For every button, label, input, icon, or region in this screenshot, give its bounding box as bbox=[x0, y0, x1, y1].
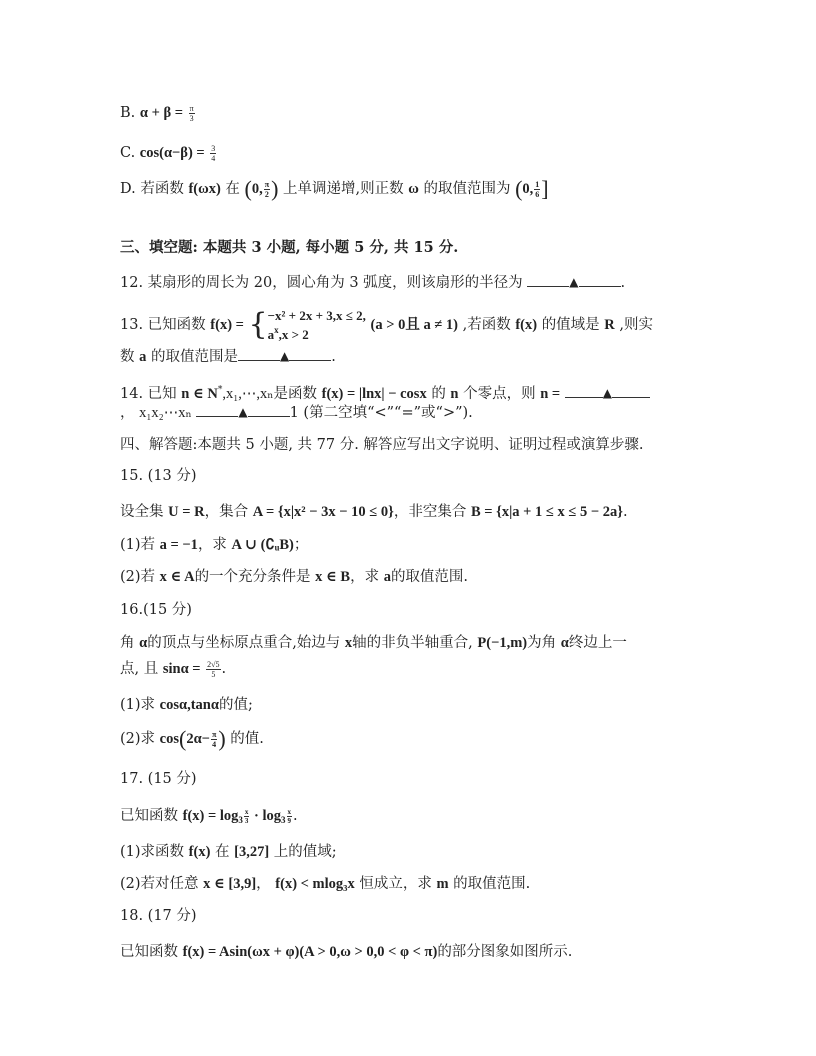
question-15-stem: 设全集 U = R，集合 A = {x|x² − 3x − 10 ≤ 0}，非空集合 B = {x|a + 1 ≤ x ≤ 5 − 2a}. bbox=[120, 504, 628, 520]
section-3-title: 三、填空题: 本题共 3 小题, 每小题 5 分, 共 15 分. bbox=[120, 239, 459, 256]
range: (0, $\frac{1}{6}$ ] bbox=[515, 176, 549, 201]
piecewise-function: { −x² + 2x + 3,x ≤ 2, $a^x,x > 2$ bbox=[248, 307, 366, 342]
interval: (0, $\frac{\pi}{2}$ ) bbox=[244, 176, 279, 201]
blank-marker-icon: ▲ bbox=[279, 349, 290, 363]
question-13-line-2: 数 a 的取值范围是 ▲ . bbox=[120, 349, 336, 365]
blank-marker-icon: ▲ bbox=[602, 386, 613, 400]
answer-blank bbox=[238, 348, 280, 361]
question-18-header: 18. (17 分) bbox=[120, 908, 197, 924]
question-17-header: 17. (15 分) bbox=[120, 771, 197, 787]
question-14-line-2: ， x₁x₂⋯xₙ ▲ 1 (第二空填“<”“=”或“>”). bbox=[120, 405, 473, 421]
question-17-part-1: (1)求函数 f(x) 在 [3,27] 上的值域; bbox=[120, 844, 337, 860]
question-13: 13. 已知函数 f(x) = { −x² + 2x + 3,x ≤ 2, $a^x,x > 2$ (a > 0且 a ≠ 1) ,若函数 f(x) 的值域是 R ,则实 bbox=[120, 307, 653, 342]
answer-blank bbox=[527, 274, 569, 287]
fraction: $\frac{3}{4}$ bbox=[211, 143, 216, 163]
question-12: 12. 某扇形的周长为 20，圆心角为 3 弧度，则该扇形的半径为 ▲ . bbox=[120, 275, 626, 291]
question-15-part-1: (1)若 a = −1，求 A ∪ (∁ᵤB)； bbox=[120, 537, 309, 553]
answer-blank bbox=[248, 404, 290, 417]
question-16-part-1: (1)求 cosα,tanα的值; bbox=[120, 697, 253, 713]
option-d: D. 若函数 f(ωx) 在 (0, $\frac{\pi}{2}$ ) 上单调递增,则正数 ω 的取值范围为 (0, $\frac{1}{6}$ ] bbox=[120, 176, 549, 201]
question-17-part-2: (2)若对任意 x ∈ [3,9]， f(x) < mlog₃x 恒成立，求 m 的取值范围. bbox=[120, 876, 531, 892]
question-18-stem: 已知函数 f(x) = Asin(ωx + φ)(A > 0,ω > 0,0 < φ < π)的部分图象如图所示. bbox=[120, 944, 573, 960]
question-15-part-2: (2)若 x ∈ A的一个充分条件是 x ∈ B，求 a的取值范围. bbox=[120, 569, 469, 585]
question-15-header: 15. (13 分) bbox=[120, 468, 197, 484]
option-b: B. α + β = $\frac{\pi}{3}$ bbox=[120, 103, 194, 123]
blank-marker-icon: ▲ bbox=[238, 405, 248, 419]
answer-blank bbox=[289, 348, 331, 361]
answer-blank bbox=[565, 385, 603, 398]
answer-blank bbox=[579, 274, 621, 287]
fraction: $\frac{\pi}{3}$ bbox=[189, 103, 194, 123]
question-16-stem: 角 α的顶点与坐标原点重合,始边与 x轴的非负半轴重合, P(−1,m)为角 α终边上一 bbox=[120, 635, 627, 651]
question-16-part-2: (2)求 cos(2α− $\frac{\pi}{4}$ ) 的值. bbox=[120, 726, 264, 751]
question-16-header: 16.(15 分) bbox=[120, 602, 192, 618]
answer-blank bbox=[612, 385, 650, 398]
fraction: $\frac{2√5}{5}$ bbox=[207, 659, 220, 679]
section-4-title: 四、解答题:本题共 5 小题, 共 77 分. 解答应写出文字说明、证明过程或演算步骤. bbox=[120, 437, 644, 453]
blank-marker-icon: ▲ bbox=[569, 275, 579, 289]
option-c: C. cos(α−β) = $\frac{3}{4}$ bbox=[120, 143, 216, 163]
question-17-stem: 已知函数 $f(x) = \log_3$ $\frac{x}{3}$ · $\log_3$ $\frac{x}{9}$ . bbox=[120, 808, 298, 826]
question-14: 14. 已知 n ∈ N*,x₁,⋯,xₙ是函数 f(x) = |lnx| − cosx 的 n 个零点，则 n = ▲ bbox=[120, 380, 696, 404]
question-16-stem-line-2: 点, 且 sinα = $\frac{2√5}{5}$ . bbox=[120, 659, 227, 679]
answer-blank bbox=[196, 404, 238, 417]
